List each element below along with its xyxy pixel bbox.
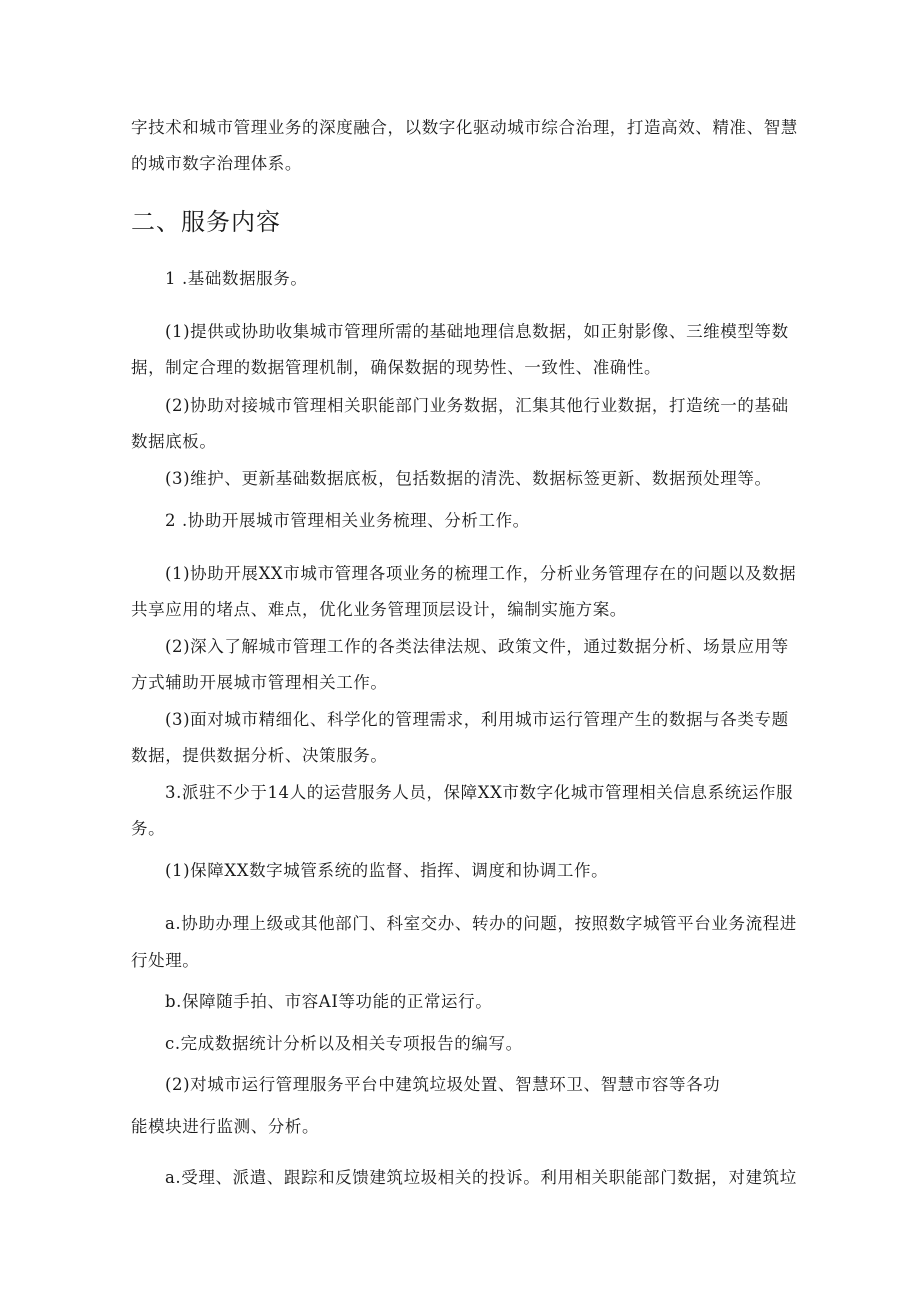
item-3-1c-line-1: c.完成数据统计分析以及相关专项报告的编写。 bbox=[165, 1034, 523, 1053]
item-3-2a-line-1: a.受理、派遣、跟踪和反馈建筑垃圾相关的投诉。利用相关职能部门数据，对建筑垃 bbox=[165, 1168, 797, 1187]
item-3-1a-line-2: 行处理。 bbox=[131, 951, 200, 970]
item-3-2-line-1: (2)对城市运行管理服务平台中建筑垃圾处置、智慧环卫、智慧市容等各功 bbox=[165, 1075, 721, 1094]
item-1-3-line-1: (3)维护、更新基础数据底板，包括数据的清洗、数据标签更新、数据预处理等。 bbox=[165, 469, 772, 488]
item-1-2-line-1: (2)协助对接城市管理相关职能部门业务数据，汇集其他行业数据，打造统一的基础 bbox=[165, 396, 789, 415]
item-3-line-2: 务。 bbox=[131, 819, 166, 838]
item-3-2-line-2: 能模块进行监测、分析。 bbox=[131, 1117, 320, 1136]
item-2-3-line-1: (3)面对城市精细化、科学化的管理需求，利用城市运行管理产生的数据与各类专题 bbox=[165, 710, 789, 729]
item-3-1a-line-1: a.协助办理上级或其他部门、科室交办、转办的问题，按照数字城管平台业务流程进 bbox=[165, 914, 797, 933]
intro-line-2: 的城市数字治理体系。 bbox=[131, 154, 302, 173]
item-2-1-line-2: 共享应用的堵点、难点，优化业务管理顶层设计，编制实施方案。 bbox=[131, 600, 627, 619]
item-2-1-line-1: (1)协助开展XX市城市管理各项业务的梳理工作，分析业务管理存在的问题以及数据 bbox=[165, 564, 797, 583]
item-2-title: 2 .协助开展城市管理相关业务梳理、分析工作。 bbox=[165, 511, 530, 530]
item-1-title: 1 .基础数据服务。 bbox=[165, 269, 308, 288]
section-heading: 二、服务内容 bbox=[131, 208, 281, 236]
item-3-1b-line-1: b.保障随手拍、市容AI等功能的正常运行。 bbox=[165, 992, 493, 1011]
item-2-2-line-1: (2)深入了解城市管理工作的各类法律法规、政策文件，通过数据分析、场景应用等 bbox=[165, 637, 789, 656]
item-2-2-line-2: 方式辅助开展城市管理相关工作。 bbox=[131, 673, 388, 692]
item-1-2-line-2: 数据底板。 bbox=[131, 432, 217, 451]
item-3-1-line-1: (1)保障XX数字城管系统的监督、指挥、调度和协调工作。 bbox=[165, 861, 609, 880]
item-1-1-line-2: 据，制定合理的数据管理机制，确保数据的现势性、一致性、准确性。 bbox=[131, 358, 662, 377]
item-3-line-1: 3.派驻不少于14人的运营服务人员，保障XX市数字化城市管理相关信息系统运作服 bbox=[165, 783, 794, 802]
item-1-1-line-1: (1)提供或协助收集城市管理所需的基础地理信息数据，如正射影像、三维模型等数 bbox=[165, 322, 789, 341]
intro-line-1: 字技术和城市管理业务的深度融合，以数字化驱动城市综合治理，打造高效、精准、智慧 bbox=[131, 118, 798, 137]
item-2-3-line-2: 数据，提供数据分析、决策服务。 bbox=[131, 746, 388, 765]
